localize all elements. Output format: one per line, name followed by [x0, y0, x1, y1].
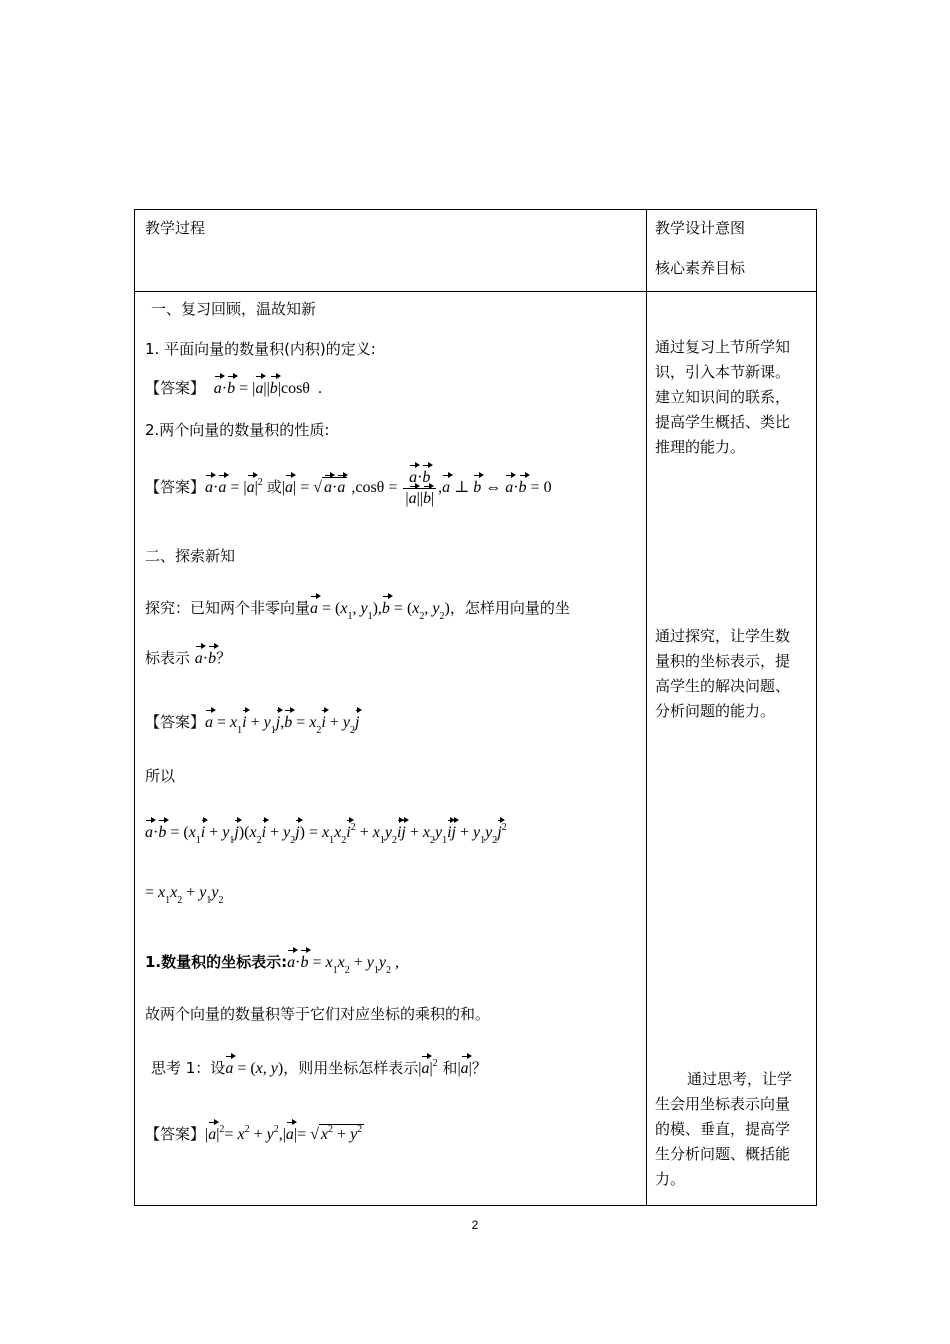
derivation-line-1: $a\cdot b = (x_1i + y_1j)(x_2i + y_2j) = x_1x_2i^2 + x_1y_2ij + x_2y_1ij + y_1y_2j^2$	[145, 822, 507, 846]
intent-note-think: 通过思考，让学生会用坐标表示向量的模、垂直，提高学生分析问题、概括能力。	[655, 1070, 793, 1188]
header-intent: 教学设计意图	[655, 219, 746, 237]
question-1: 1. 平面向量的数量积(内积)的定义:	[145, 340, 376, 358]
page-number: 2	[471, 1218, 479, 1232]
header-process: 教学过程	[145, 219, 206, 237]
explore-line-1: 探究：已知两个非零向量$a = (x_1$, $y_1),b = (x_2$, $y_2$)，怎样用向量的坐	[145, 599, 570, 622]
answer-2	[145, 468, 552, 509]
lesson-table	[134, 209, 817, 1206]
header-process-cell	[135, 210, 647, 292]
answer-label: 【答案】	[145, 379, 206, 397]
section-explore-title: 二、探索新知	[145, 547, 236, 565]
derivation-line-2: = $x_1x_2 + y_1y_2$	[145, 884, 224, 906]
explore-line-2: 标表示 a·b？	[145, 649, 232, 667]
answer-3: 【答案】$a = x_1i + y_1j,b = x_2i + y_2j$	[145, 713, 360, 736]
intent-note-explore: 通过探究，让学生数量积的坐标表示，提高学生的解决问题、分析问题的能力。	[655, 627, 791, 720]
section-review-title: 一、复习回顾，温故知新	[151, 300, 317, 318]
formula-dot-product-def: a·b = |a||b|cosθ .	[213, 380, 322, 397]
intent-cell	[647, 292, 817, 1206]
think-1: 思考 1：设a = (x, y)，则用坐标怎样表示$|a|^2$ 和|a|？	[151, 1058, 487, 1077]
process-cell	[135, 292, 647, 1206]
answer-label: 【答案】	[145, 713, 206, 731]
conclusion: 故两个向量的数量积等于它们对应坐标的乘积的和。	[145, 1005, 491, 1023]
so-label: 所以	[145, 767, 176, 785]
question-2: 2.两个向量的数量积的性质:	[145, 421, 330, 439]
answer-4: 【答案】$|a|^2= x^2 + y^2,|a|=$ √ $x^2 + y^2$	[145, 1124, 364, 1147]
answer-label: 【答案】	[145, 478, 206, 497]
header-goal: 核心素养目标	[655, 259, 746, 277]
formula-properties: $a\cdot a = |a|^2$ 或|a| = √ a·a ,cosθ = $\frac{a\cdot b}{|a||b|}$ ,a ⊥ b ⇔ a·b = 0	[205, 469, 552, 507]
answer-1	[145, 378, 322, 399]
answer-label: 【答案】	[145, 1125, 206, 1143]
intent-note-review: 通过复习上节所学知识，引入本节新课。建立知识间的联系，提高学生概括、类比推理的能力。	[655, 338, 791, 456]
header-intent-cell	[647, 210, 817, 292]
coordinate-formula: 1.数量积的坐标表示:a·b = $x_1x_2 + y_1y_2$ ,	[145, 953, 399, 976]
